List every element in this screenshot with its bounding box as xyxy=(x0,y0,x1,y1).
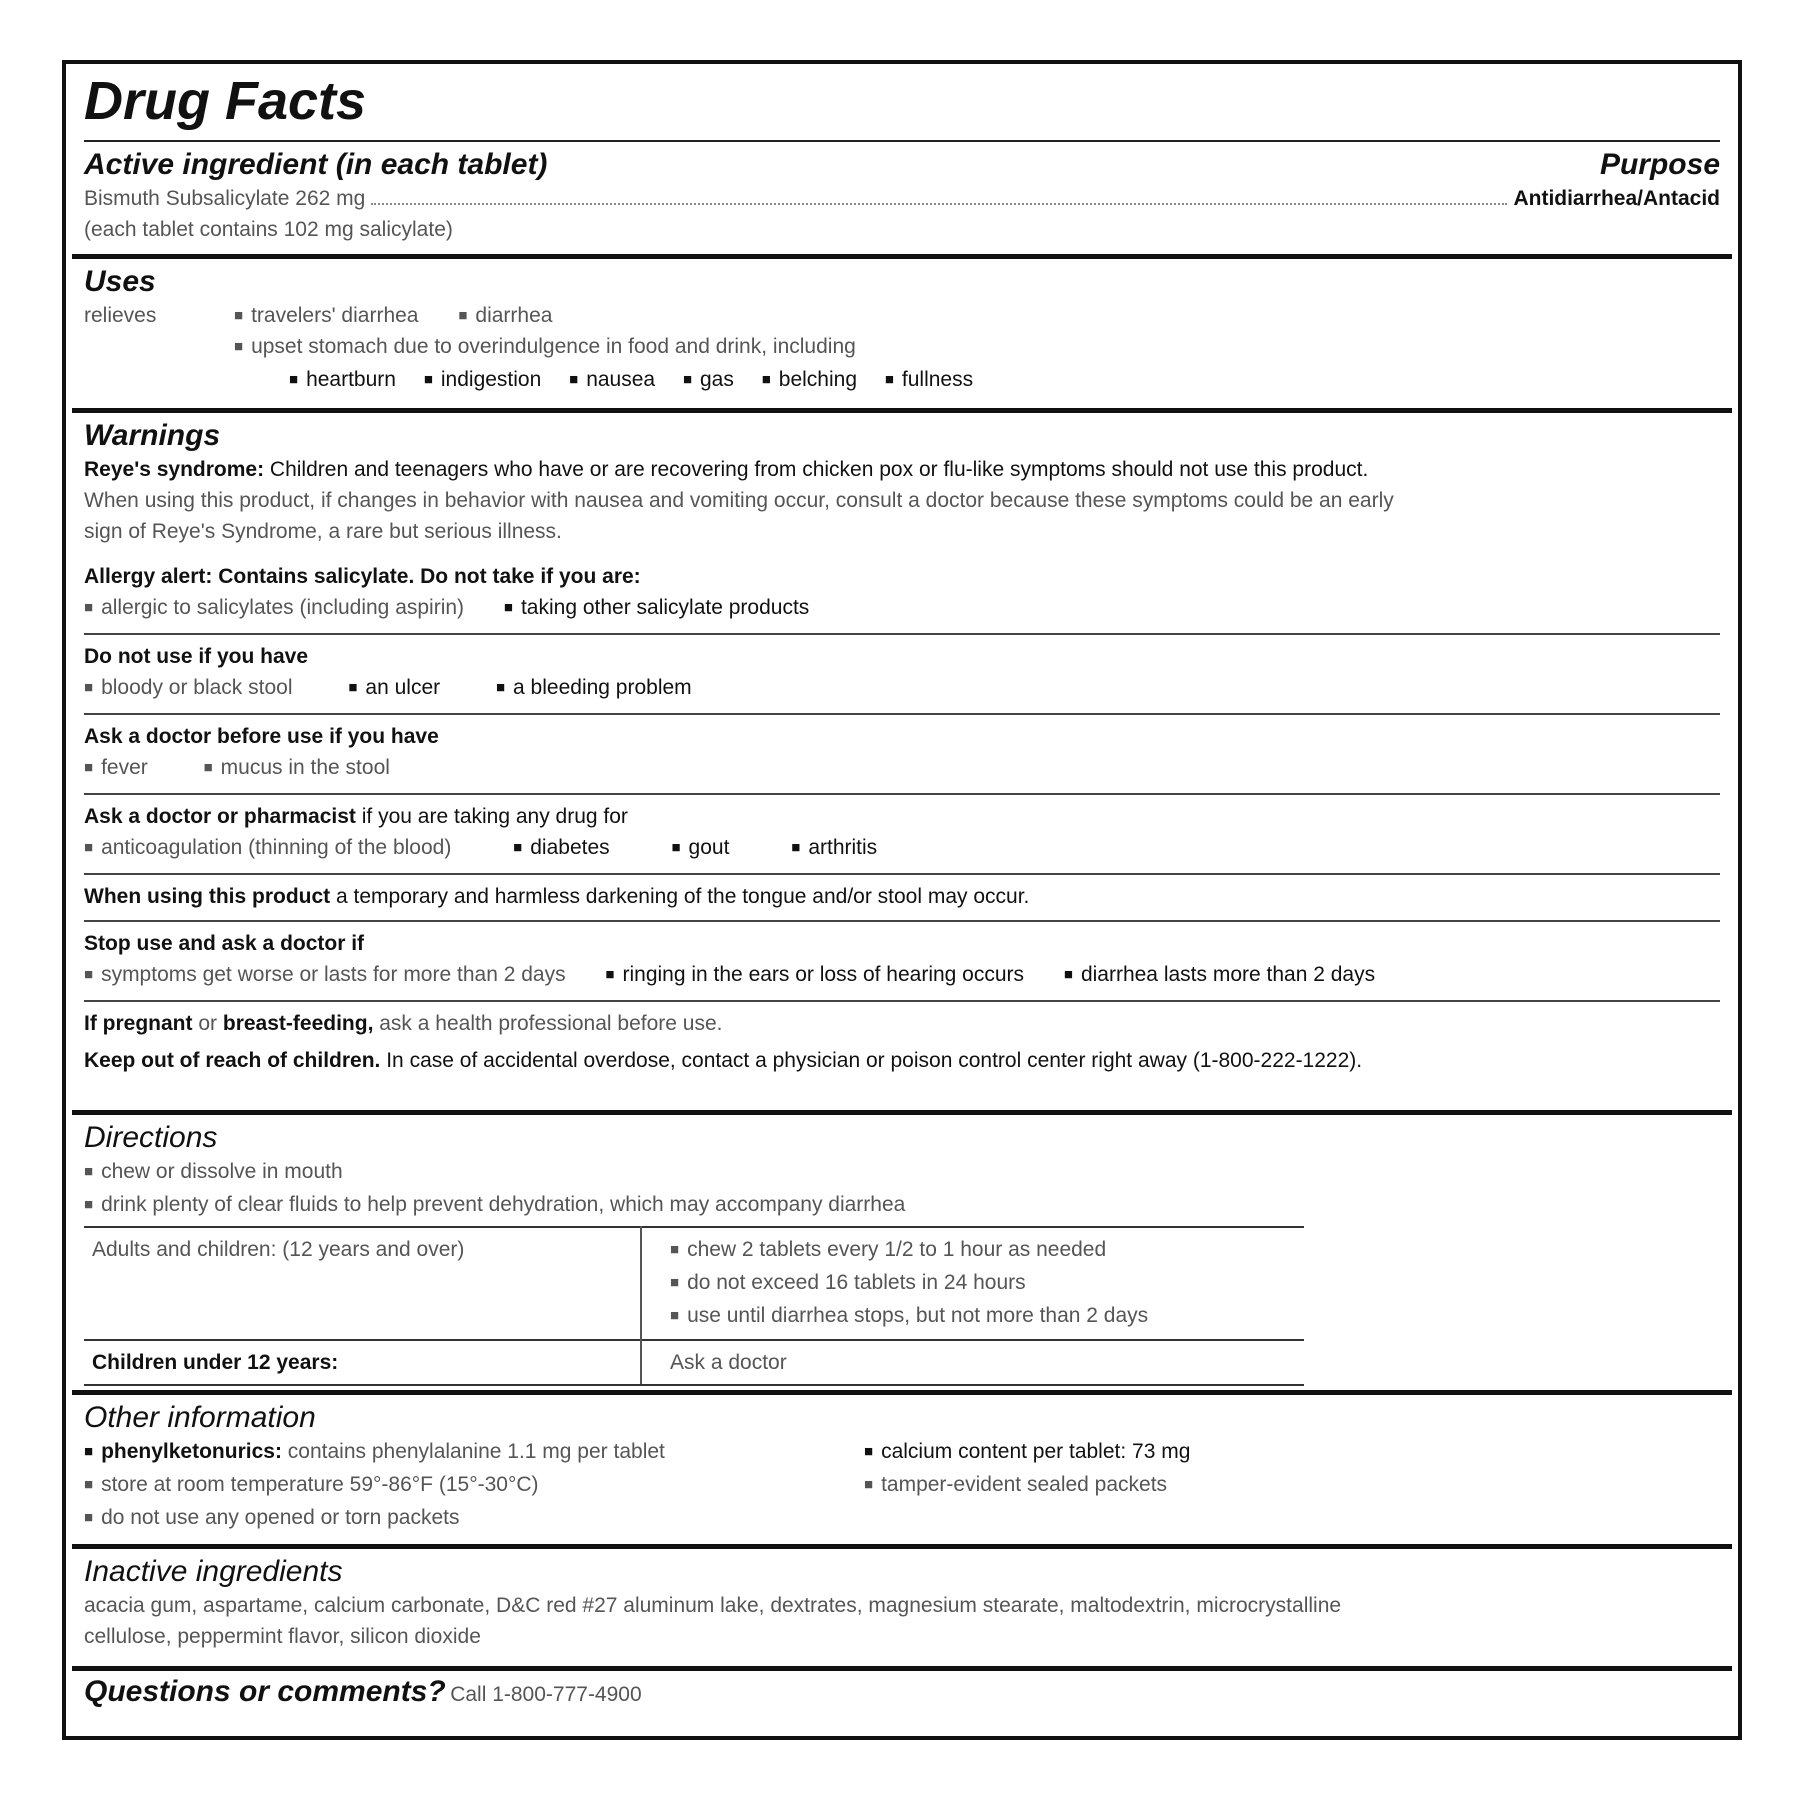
active-ingredient-section xyxy=(72,142,1732,254)
table-row xyxy=(84,1227,1304,1340)
store-item: ■ store at room temperature 59°-86°F (15°-30°C) xyxy=(84,1469,539,1502)
dosage-item: ■ use until diarrhea stops, but not more than 2 days xyxy=(670,1300,1148,1333)
opened-item: ■ do not use any opened or torn packets xyxy=(84,1502,459,1535)
use-item: ■ upset stomach due to overindulgence in food and drink, including xyxy=(234,331,856,364)
leader-dots xyxy=(371,203,1507,205)
when-using-text: a temporary and harmless darkening of the tongue and/or stool may occur. xyxy=(336,884,1030,908)
reye-text-2: When using this product, if changes in behavior with nausea and vomiting occur, consult a doctor because these symptoms could be an early xyxy=(84,488,1394,512)
do-not-use-item: ■ bloody or black stool xyxy=(84,672,293,705)
keep-text: In case of accidental overdose, contact a physician or poison control center right away (1-800-222-1222). xyxy=(386,1048,1363,1072)
uses-line-1 xyxy=(84,300,1720,331)
dosage-item: ■ chew 2 tablets every 1/2 to 1 hour as needed xyxy=(670,1234,1106,1267)
stop-use-item: ■ ringing in the ears or loss of hearing occurs xyxy=(605,959,1024,992)
pregnant-mid: or xyxy=(198,1011,218,1035)
children-dosage: Ask a doctor xyxy=(641,1340,1304,1385)
dosage-table xyxy=(84,1226,1304,1386)
stop-use-item: ■ diarrhea lasts more than 2 days xyxy=(1064,959,1375,992)
pregnancy-warning xyxy=(84,1002,1720,1041)
questions-section xyxy=(72,1666,1732,1718)
do-not-use xyxy=(84,635,1720,715)
adults-label: Adults and children: (12 years and over) xyxy=(84,1227,641,1340)
warnings-section xyxy=(72,408,1732,1110)
adults-dosage xyxy=(641,1227,1304,1340)
ask-doctor-heading: Ask a doctor before use if you have xyxy=(84,724,439,748)
questions-phone: Call 1-800-777-4900 xyxy=(450,1683,642,1706)
use-subitem: ■ nausea xyxy=(569,364,655,397)
uses-section xyxy=(72,254,1732,408)
reye-warning xyxy=(84,454,1720,555)
do-not-use-item: ■ a bleeding problem xyxy=(496,672,692,705)
breast-feeding-label: breast-feeding, xyxy=(222,1011,374,1035)
uses-line-2 xyxy=(84,331,1720,364)
use-subitem: ■ heartburn xyxy=(289,364,396,397)
reye-label: Reye's syndrome: xyxy=(84,457,265,481)
other-info-grid xyxy=(84,1436,1720,1535)
ask-doctor-item: ■ fever xyxy=(84,752,148,785)
keep-label: Keep out of reach of children. xyxy=(84,1048,381,1072)
ask-pharm-item: ■ anticoagulation (thinning of the blood) xyxy=(84,832,451,865)
children-label: Children under 12 years: xyxy=(84,1340,641,1385)
allergy-item: ■ taking other salicylate products xyxy=(504,592,809,625)
stop-use-heading: Stop use and ask a doctor if xyxy=(84,931,365,955)
allergy-label: Allergy alert: xyxy=(84,564,213,588)
ask-pharm-item: ■ diabetes xyxy=(513,832,609,865)
when-using-label: When using this product xyxy=(84,884,331,908)
ingredient-row xyxy=(84,183,1720,214)
use-item: ■ travelers' diarrhea xyxy=(234,300,418,333)
use-subitem: ■ indigestion xyxy=(424,364,541,397)
when-using xyxy=(84,875,1720,922)
use-subitem: ■ gas xyxy=(683,364,734,397)
uses-heading: Uses xyxy=(84,265,156,298)
pregnant-label: If pregnant xyxy=(84,1011,193,1035)
uses-lead: relieves xyxy=(84,303,157,327)
ask-doctor-item: ■ mucus in the stool xyxy=(204,752,390,785)
other-information-section xyxy=(72,1390,1732,1544)
ingredient-note: (each tablet contains 102 mg salicylate) xyxy=(84,217,453,241)
inactive-ingredients-section xyxy=(72,1544,1732,1666)
directions-heading: Directions xyxy=(84,1121,218,1154)
allergy-item: ■ allergic to salicylates (including aspirin) xyxy=(84,592,464,625)
ask-pharm-item: ■ arthritis xyxy=(791,832,877,865)
direction-item: ■ drink plenty of clear fluids to help prevent dehydration, which may accompany diarrhea xyxy=(84,1189,905,1222)
table-row xyxy=(84,1340,1304,1385)
use-item: ■ diarrhea xyxy=(458,300,552,333)
ask-pharm-label: Ask a doctor or pharmacist xyxy=(84,804,356,828)
calcium-item: ■ calcium content per tablet: 73 mg xyxy=(864,1436,1190,1469)
page-title: Drug Facts xyxy=(84,71,367,131)
do-not-use-item: ■ an ulcer xyxy=(348,672,440,705)
active-ingredient-heading: Active ingredient (in each tablet) xyxy=(84,148,548,181)
warnings-heading: Warnings xyxy=(84,419,221,452)
dosage-item: ■ do not exceed 16 tablets in 24 hours xyxy=(670,1267,1026,1300)
ask-doctor xyxy=(84,715,1720,795)
direction-item: ■ chew or dissolve in mouth xyxy=(84,1156,343,1189)
pregnant-text: ask a health professional before use. xyxy=(379,1011,723,1035)
do-not-use-heading: Do not use if you have xyxy=(84,644,309,668)
questions-heading: Questions or comments? xyxy=(84,1675,446,1708)
ingredient-purpose: Antidiarrhea/Antacid xyxy=(1513,186,1720,210)
pku-text: contains phenylalanine 1.1 mg per tablet xyxy=(287,1439,665,1463)
stop-use xyxy=(84,922,1720,1002)
inactive-line-2: cellulose, peppermint flavor, silicon dioxide xyxy=(84,1624,481,1648)
ask-pharm-text: if you are taking any drug for xyxy=(361,804,628,828)
inactive-line-1: acacia gum, aspartame, calcium carbonate, D&C red #27 aluminum lake, dextrates, magnesium stearate, maltodextrin, microcrystalline xyxy=(84,1593,1342,1617)
use-subitem: ■ belching xyxy=(762,364,857,397)
use-subitem: ■ fullness xyxy=(885,364,973,397)
reye-text: Children and teenagers who have or are recovering from chicken pox or flu-like symptoms should not use this product. xyxy=(269,457,1369,481)
ask-pharm-item: ■ gout xyxy=(671,832,729,865)
drug-facts-panel xyxy=(62,60,1742,1740)
reye-text-3: sign of Reye's Syndrome, a rare but serious illness. xyxy=(84,519,562,543)
pku-label: phenylketonurics: xyxy=(101,1439,282,1463)
allergy-alert xyxy=(84,555,1720,635)
keep-out-of-reach xyxy=(84,1041,1720,1084)
ingredient-name: Bismuth Subsalicylate 262 mg xyxy=(84,186,366,210)
other-information-heading: Other information xyxy=(84,1401,316,1434)
stop-use-item: ■ symptoms get worse or lasts for more than 2 days xyxy=(84,959,566,992)
uses-line-3 xyxy=(84,364,1720,397)
inactive-ingredients-heading: Inactive ingredients xyxy=(84,1555,343,1588)
ask-pharmacist xyxy=(84,795,1720,875)
tamper-item: ■ tamper-evident sealed packets xyxy=(864,1469,1167,1502)
allergy-text: Contains salicylate. Do not take if you are: xyxy=(218,564,641,588)
purpose-heading: Purpose xyxy=(1599,148,1720,181)
directions-section xyxy=(72,1110,1732,1390)
